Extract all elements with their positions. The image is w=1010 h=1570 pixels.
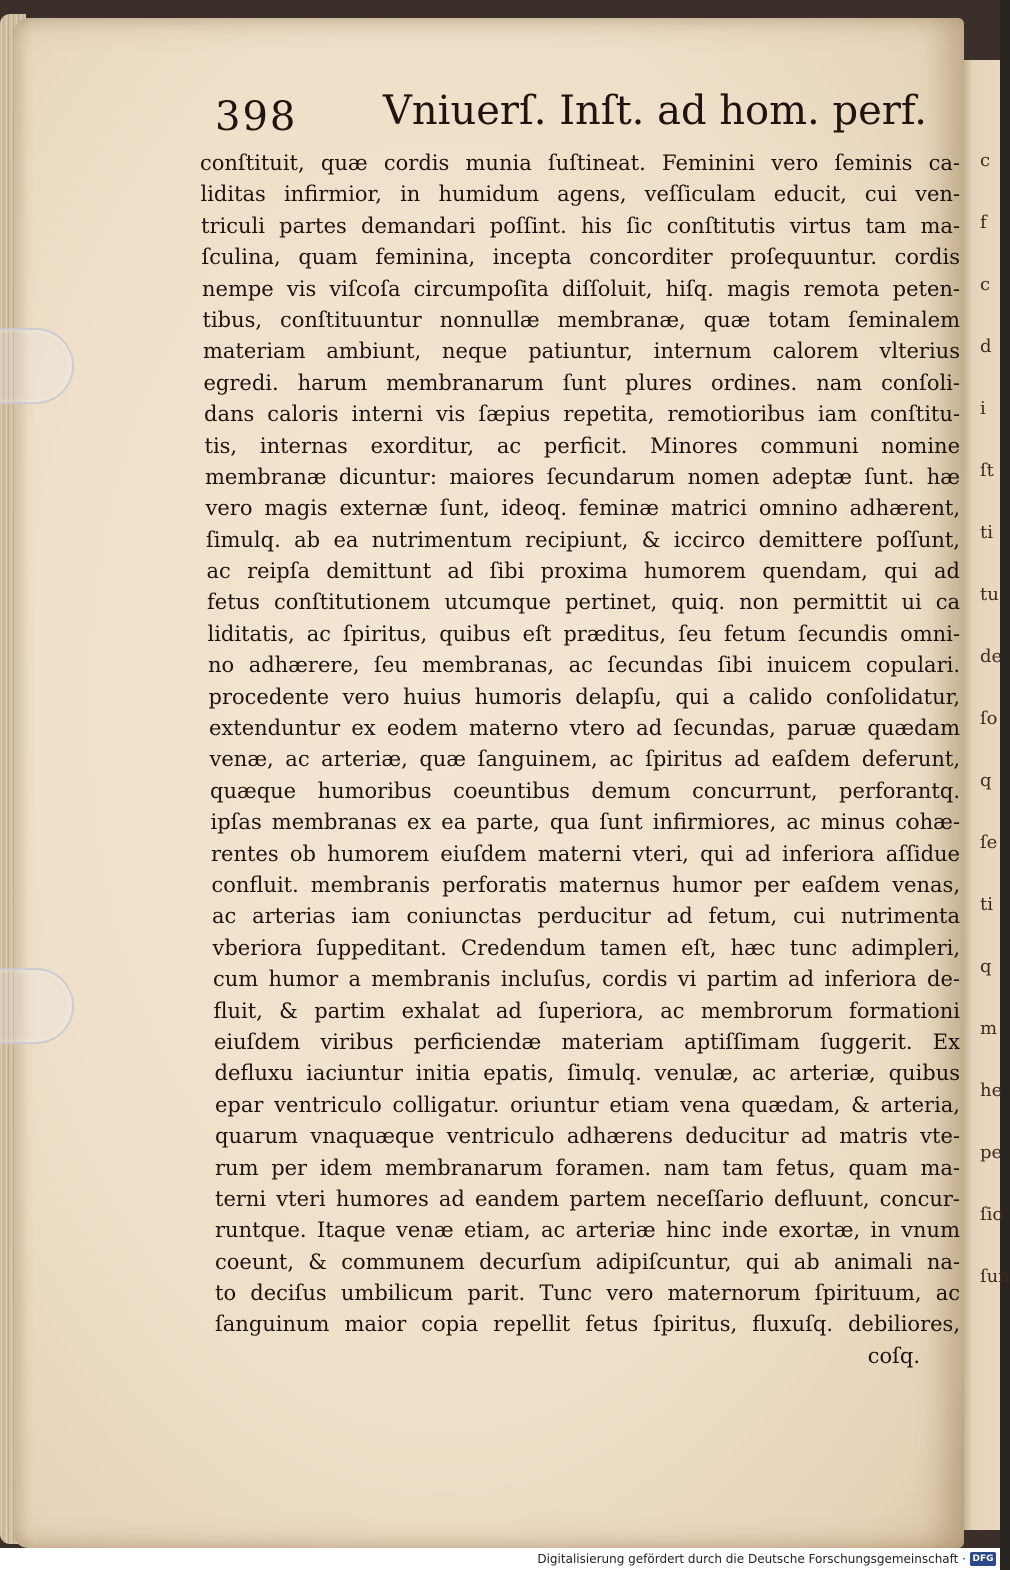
facing-page-fragment: ſio <box>980 1204 1004 1225</box>
text-line: cum humor a membranis incluſus, cordis vi partim ad inferiora de- <box>213 967 960 992</box>
text-line: procedente vero huius humoris delapſu, qui a calido conſolidatur, <box>208 684 960 709</box>
digitization-footer <box>0 1548 1000 1570</box>
facing-page-fragment: ti <box>980 522 993 543</box>
text-line: materiam ambiunt, neque patiuntur, internum calorem vlterius <box>203 339 960 364</box>
text-line: ipſas membranas ex ea parte, qua ſunt infirmiores, ac minus cohæ- <box>210 810 960 835</box>
facing-page-fragment: ſo <box>980 708 998 729</box>
text-line: no adhærere, ſeu membranas, ac ſecundas ſibi inuicem copulari. <box>208 653 960 678</box>
text-line: rentes ob humorem eiuſdem materni vteri, qui ad inferiora aſſidue <box>211 841 960 866</box>
text-line: conſtituit, quæ cordis munia ſuſtineat. Feminini vero ſeminis ca- <box>200 151 960 175</box>
text-line: to deciſus umbilicum parit. Tunc vero maternorum ſpirituum, ac <box>215 1281 960 1306</box>
text-line: ac reipſa demittunt ad ſibi proxima humorem quendam, qui ad <box>206 559 960 584</box>
facing-page-fragment: q <box>980 956 992 977</box>
page-clip-lower <box>0 968 74 1044</box>
text-line: tibus, conſtituuntur nonnullæ membranæ, quæ totam ſeminalem <box>202 307 960 332</box>
text-line: liditatis, ac ſpiritus, quibus eſt præditus, ſeu fetum ſecundis omni- <box>207 621 960 646</box>
page-number: 398 <box>215 94 298 140</box>
text-line: fetus conſtitutionem utcumque pertinet, quiq. non permittit ui ca <box>207 590 960 615</box>
facing-page-fragment: q <box>980 770 992 791</box>
text-line: ſimulq. ab ea nutrimentum recipiunt, & iccirco demittere poſſunt, <box>206 527 960 552</box>
text-line: coeunt, & communem decurſum adipiſcuntur, qui ab animali na- <box>215 1249 960 1274</box>
text-line: tis, internas exorditur, ac perficit. Minores communi nomine <box>204 433 960 458</box>
facing-page-fragment: ſun <box>980 1266 1010 1287</box>
footer-credit: Digitalisierung gefördert durch die Deutsche Forschungsgemeinschaft · <box>537 1552 966 1566</box>
dfg-logo-icon: DFG <box>970 1552 996 1566</box>
text-line: triculi partes demandari poſſint. his ſic conſtitutis virtus tam ma- <box>201 213 960 238</box>
text-line: epar ventriculo colligatur. oriuntur etiam vena quædam, & arteria, <box>215 1092 960 1117</box>
body-text <box>200 148 960 1372</box>
text-line: membranæ dicuntur: maiores ſecundarum nomen adeptæ ſunt. hæ <box>205 464 960 489</box>
facing-page-fragment: c <box>980 150 991 171</box>
text-line: vberiora ſuppeditant. Credendum tamen eſt, hæc tunc adimpleri, <box>212 935 960 960</box>
running-title: Vniuerſ. Inſt. ad hom. perf. <box>383 88 927 134</box>
facing-page-fragment: pe <box>980 1142 1003 1163</box>
facing-page-fragment: d <box>980 336 992 357</box>
text-line: eiuſdem viribus perficiendæ materiam aptiſſimam ſuggerit. Ex <box>214 1029 960 1054</box>
text-line: quæque humoribus coeuntibus demum concurrunt, perforantq. <box>210 778 960 803</box>
text-line: ſanguinum maior copia repellit fetus ſpiritus, fluxuſq. debiliores, <box>215 1312 960 1337</box>
facing-page-edge <box>958 60 1003 1530</box>
text-line: extenduntur ex eodem materno vtero ad ſecundas, paruæ quædam <box>209 716 960 741</box>
facing-page-fragment: ti <box>980 894 993 915</box>
text-line: nempe vis viſcoſa circumpoſita diſſoluit, hiſq. magis remota peten- <box>202 276 960 301</box>
facing-page-fragment: c <box>980 274 991 295</box>
text-line: confluit. membranis perforatis maternus humor per eaſdem venas, <box>211 872 960 897</box>
text-line: ac arterias iam coniunctas perducitur ad fetum, cui nutrimenta <box>212 904 960 929</box>
text-line: rum per idem membranarum foramen. nam tam fetus, quam ma- <box>215 1155 960 1180</box>
page-clip-upper <box>0 328 74 404</box>
text-line: liditas infirmior, in humidum agens, veſſiculam educit, cui ven- <box>200 182 960 207</box>
catchword: coſq. <box>867 1343 920 1368</box>
text-line: terni vteri humores ad eandem partem neceſſario defluunt, concur- <box>215 1186 960 1211</box>
facing-page-fragment: f <box>980 212 987 233</box>
facing-page-fragment: de <box>980 646 1003 667</box>
text-line: fluit, & partim exhalat ad ſuperiora, ac membrorum formationi <box>213 998 960 1023</box>
text-line: venæ, ac arteriæ, quæ ſanguinem, ac ſpiritus ad eaſdem deferunt, <box>209 747 960 772</box>
text-line: dans caloris interni vis ſæpius repetita, remotioribus iam conſtitu- <box>204 402 960 427</box>
facing-page-fragment: ſt <box>980 460 994 481</box>
text-line: quarum vnaquæque ventriculo adhærens deducitur ad matris vte- <box>215 1124 960 1149</box>
text-line: ſculina, quam feminina, incepta concorditer proſequuntur. cordis <box>201 245 960 270</box>
facing-page-fragment: i <box>980 398 986 419</box>
facing-page-fragment: tu <box>980 584 999 605</box>
facing-page-fragment: ſe <box>980 832 998 853</box>
text-line: defluxu iaciuntur initia epatis, ſimulq. venulæ, ac arteriæ, quibus <box>214 1061 960 1086</box>
text-line: runtque. Itaque venæ etiam, ac arteriæ hinc inde exortæ, in vnum <box>215 1218 960 1243</box>
facing-page-fragment: m <box>980 1018 998 1039</box>
text-line: egredi. harum membranarum ſunt plures ordines. nam conſoli- <box>203 370 960 395</box>
text-line: vero magis externæ ſunt, ideoq. feminæ matrici omnino adhærent, <box>205 496 960 521</box>
facing-page-fragment: he <box>980 1080 1003 1101</box>
